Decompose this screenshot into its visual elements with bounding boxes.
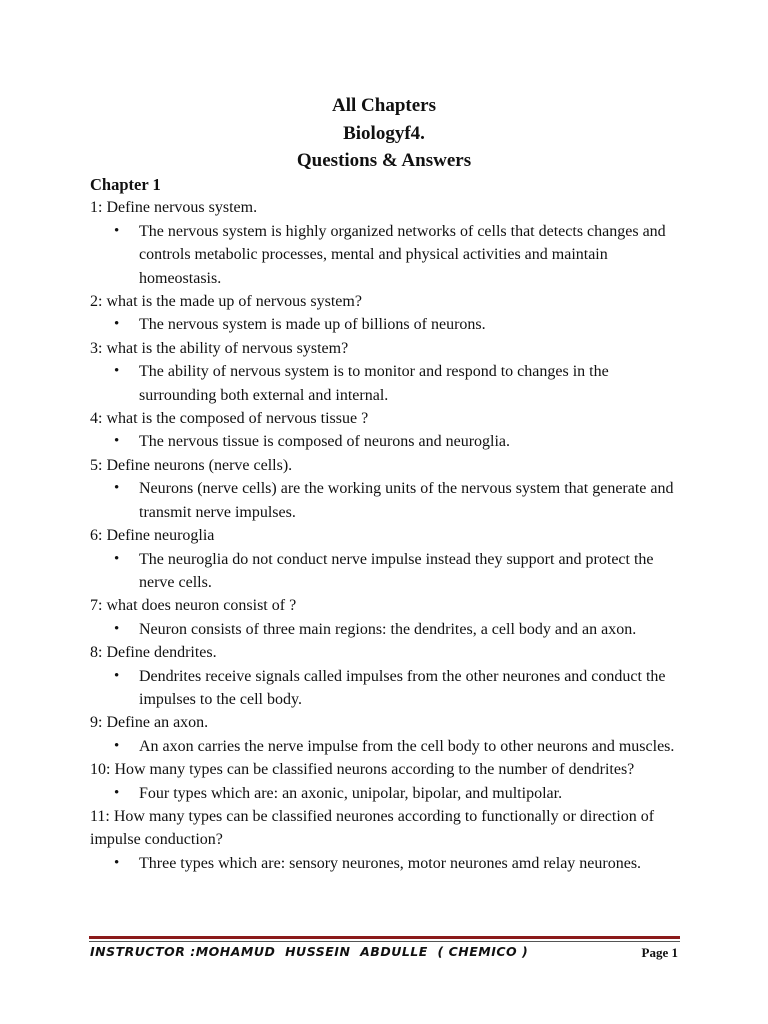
question-item: 3: what is the ability of nervous system? xyxy=(90,339,349,357)
question-item: 8: Define dendrites. xyxy=(90,644,217,662)
answer-item xyxy=(114,477,680,524)
question-item: 11: How many types can be classified neurones according to functionally or direction of impulse conduction? xyxy=(90,807,655,849)
footer-rule-thin xyxy=(89,941,680,942)
title-all-chapters: All Chapters xyxy=(332,95,436,116)
answer-item xyxy=(114,618,680,641)
footer-page-number: Page 1 xyxy=(641,945,678,960)
footer-rule-thick xyxy=(89,936,680,939)
document-body xyxy=(90,173,680,875)
answer-item xyxy=(114,220,680,290)
qa-list xyxy=(90,196,680,875)
bullet-icon: • xyxy=(114,316,120,333)
bullet-icon: • xyxy=(114,550,120,567)
answer-list xyxy=(90,220,680,290)
question-item: 5: Define neurons (nerve cells). xyxy=(90,456,293,474)
question-item: 9: Define an axon. xyxy=(90,714,209,732)
answer-list xyxy=(90,313,680,336)
bullet-icon: • xyxy=(114,480,120,497)
question-item: 10: How many types can be classified neurons according to the number of dendrites? xyxy=(90,761,635,779)
answer-item xyxy=(114,735,680,758)
answer-text: The ability of nervous system is to monitor and respond to changes in the surrounding both external and internal. xyxy=(139,363,609,404)
question-item: 1: Define nervous system. xyxy=(90,199,258,217)
answer-text: Dendrites receive signals called impulses from the other neurones and conduct the impulses to the cell body. xyxy=(139,667,666,708)
answer-item xyxy=(114,782,680,805)
answer-text: Neuron consists of three main regions: the dendrites, a cell body and an axon. xyxy=(139,620,637,638)
answer-item xyxy=(114,360,680,407)
answer-list xyxy=(90,782,680,805)
answer-item xyxy=(114,313,680,336)
bullet-icon: • xyxy=(114,433,120,450)
chapter-heading: Chapter 1 xyxy=(90,175,161,194)
answer-list xyxy=(90,477,680,524)
title-questions-answers: Questions & Answers xyxy=(296,150,472,171)
answer-item xyxy=(114,852,680,875)
answer-list xyxy=(90,852,680,875)
answer-text: The nervous system is made up of billions of neurons. xyxy=(139,316,486,334)
answer-list xyxy=(90,618,680,641)
bullet-icon: • xyxy=(114,363,120,380)
question-item: 4: what is the composed of nervous tissue ? xyxy=(90,410,369,428)
bullet-icon: • xyxy=(114,784,120,801)
bullet-icon: • xyxy=(114,737,120,754)
answer-item xyxy=(114,665,680,712)
document-title-block xyxy=(0,92,768,175)
bullet-icon: • xyxy=(114,854,120,871)
question-item: 7: what does neuron consist of ? xyxy=(90,597,297,615)
answer-list xyxy=(90,665,680,712)
answer-item xyxy=(114,548,680,595)
answer-list xyxy=(90,430,680,453)
question-item: 2: what is the made up of nervous system? xyxy=(90,293,362,311)
answer-list xyxy=(90,360,680,407)
title-subject: Biologyf4. xyxy=(343,122,425,144)
footer-instructor: INSTRUCTOR :MOHAMUD HUSSEIN ABDULLE ( CHEMICO ) xyxy=(90,944,529,959)
answer-text: The nervous tissue is composed of neurons and neuroglia. xyxy=(139,433,511,451)
answer-list xyxy=(90,735,680,758)
question-item: 6: Define neuroglia xyxy=(90,527,215,545)
bullet-icon: • xyxy=(114,222,120,239)
answer-text: The neuroglia do not conduct nerve impulse instead they support and protect the nerve cells. xyxy=(139,550,654,591)
answer-text: The nervous system is highly organized networks of cells that detects changes and controls metabolic processes, mental and physical activities and maintain homeostasis. xyxy=(139,222,666,287)
answer-text: An axon carries the nerve impulse from the cell body to other neurons and muscles. xyxy=(139,737,675,755)
bullet-icon: • xyxy=(114,620,120,637)
answer-text: Neurons (nerve cells) are the working units of the nervous system that generate and transmit nerve impulses. xyxy=(139,480,674,521)
bullet-icon: • xyxy=(114,667,120,684)
answer-text: Three types which are: sensory neurones, motor neurones amd relay neurones. xyxy=(139,854,642,872)
answer-text: Four types which are: an axonic, unipolar, bipolar, and multipolar. xyxy=(139,784,563,802)
answer-list xyxy=(90,548,680,595)
answer-item xyxy=(114,430,680,453)
